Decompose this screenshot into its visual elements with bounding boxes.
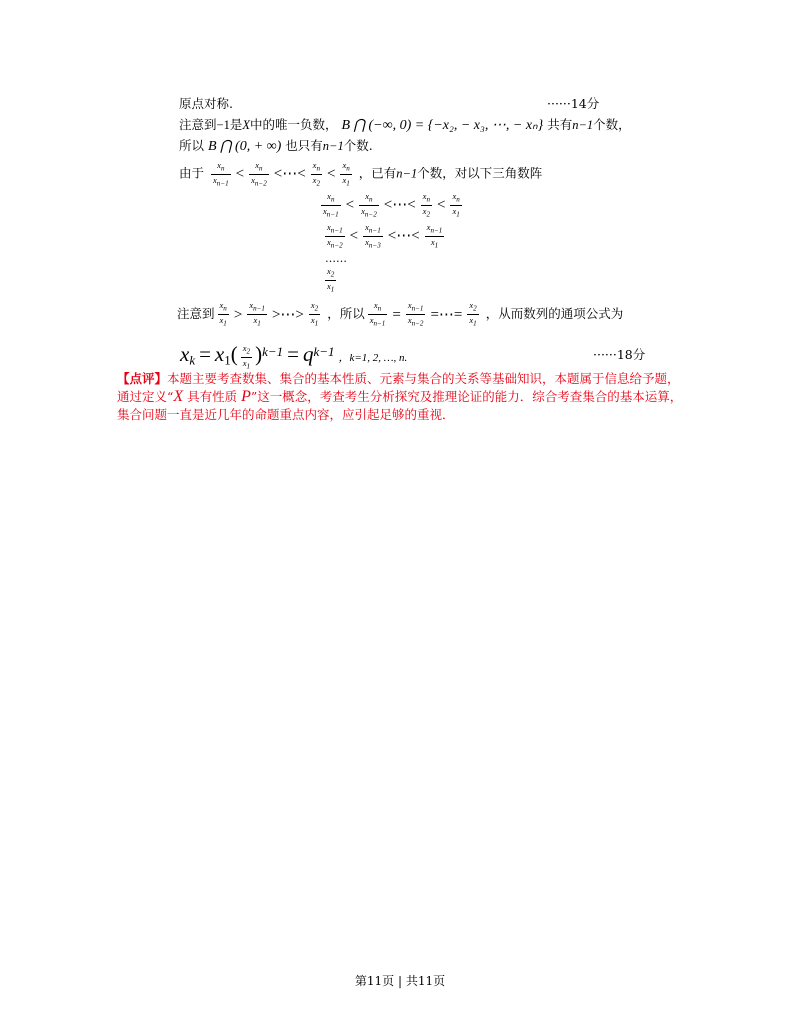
triangle-row-2: $\frac{x_{n-1}}{x_{n-2}}$ < $\frac{x_{n-1}}{x_{n-3}}$ <⋯< $\frac{x_{n-1}}{x_1}$ — [327, 222, 443, 250]
text-line-9: 注意到 $\frac{x_n}{x_1}$ > $\frac{x_{n-1}}{x_1}$ >⋯> $\frac{x_2}{x_1}$ ，所以 $\frac{x_n}{x_{n-1}}$ = $\frac{x_{n-1}}{x_{n-2}}$ =⋯= $\frac{x_2}{x_1}$ ，从而数列的通项公式为 — [177, 300, 624, 328]
l3-a: 所以 — [179, 138, 205, 153]
l9-f6: $\frac{x_2}{x_1}$ — [469, 300, 477, 328]
l9-b: ，所以 — [327, 306, 365, 321]
l2-math: B ⋂ (−∞, 0) = {−x₂, − x₃, ⋯, − xₙ} — [341, 118, 544, 133]
score-18-text: ······18分 — [593, 347, 646, 362]
comment-block — [117, 370, 687, 424]
l9-f1: $\frac{x_n}{x_1}$ — [219, 300, 227, 328]
t1-f1: $\frac{x_n}{x_{n-1}}$ — [323, 191, 339, 219]
l4-d: 个数，对以下三角数阵 — [417, 165, 543, 181]
score-14-text: ······14分 — [547, 96, 600, 111]
f-x1: x — [214, 342, 225, 367]
f-q: q — [302, 342, 314, 367]
f-exp2: k−1 — [313, 344, 335, 359]
text-line-1 — [179, 96, 233, 112]
l4-c: n−1 — [396, 166, 418, 181]
l4-b: ，已有 — [358, 165, 397, 181]
text-line-2 — [179, 117, 631, 134]
t3-f1: $\frac{x_2}{x_1}$ — [327, 266, 335, 294]
footer-text: 第11页 | 共11页 — [354, 974, 446, 988]
f-sub1: 1 — [224, 352, 231, 368]
ellipsis-text: …… — [325, 252, 347, 265]
page-footer — [0, 972, 800, 989]
t2-f3: $\frac{x_{n-1}}{x_1}$ — [426, 222, 443, 250]
score-14 — [547, 96, 599, 112]
score-18 — [593, 347, 645, 363]
f-exp1: k−1 — [262, 344, 284, 359]
l2-b: −1 — [216, 118, 230, 132]
t2-f1: $\frac{x_{n-1}}{x_{n-2}}$ — [327, 222, 343, 250]
l2-g: n−1 — [572, 118, 594, 132]
l9-c: ，从而数列的通项公式为 — [485, 306, 624, 321]
f-eq1: = — [199, 342, 211, 367]
l3-c: n−1 — [322, 139, 344, 153]
l2-f: 共有 — [547, 117, 573, 132]
comment-text-2: 具有性质 — [183, 389, 242, 404]
frac-xn-xn-1: $\frac{x_n}{x_{n-1}}$ — [213, 160, 229, 188]
f-sub-k: k — [189, 352, 196, 368]
l3-b: 也只有 — [285, 138, 323, 153]
line1-text: 原点对称. — [179, 96, 233, 111]
l9-f2: $\frac{x_{n-1}}{x_1}$ — [249, 300, 265, 328]
t1-f4: $\frac{x_n}{x_1}$ — [452, 191, 460, 219]
f-frac: $\frac{x_2}{x_1}$ — [242, 343, 251, 371]
l2-d: X — [242, 118, 250, 132]
comment-label: 【点评】 — [117, 371, 168, 386]
frac-xn-x1: $\frac{x_n}{x_1}$ — [342, 160, 350, 188]
f-eq2: = — [287, 342, 299, 367]
l9-a: 注意到 — [177, 306, 215, 321]
f-lhs: x — [180, 342, 190, 367]
triangle-row-last — [322, 266, 339, 294]
text-line-3 — [179, 138, 373, 155]
l9-f4: $\frac{x_n}{x_{n-1}}$ — [369, 300, 386, 328]
general-term-formula: $x_k = x_1$( $\frac{x_2}{x_1}$ )$^{k-1} = q^{k-1}$ ，k=1, 2, …, n. — [180, 342, 408, 371]
l3-d: 个数. — [343, 138, 373, 153]
l9-f3: $\frac{x_2}{x_1}$ — [310, 300, 319, 328]
t2-f2: $\frac{x_{n-1}}{x_{n-3}}$ — [365, 222, 381, 250]
l4-a: 由于 — [179, 165, 205, 181]
l2-h: 个数， — [593, 117, 631, 132]
t1-f2: $\frac{x_n}{x_{n-2}}$ — [361, 191, 377, 219]
triangle-row-1: $\frac{x_n}{x_{n-1}}$ < $\frac{x_n}{x_{n-2}}$ <⋯< $\frac{x_n}{x_2}$ < $\frac{x_n}{x_1}$ — [323, 191, 460, 219]
comment-text-3: ”这一概念，考查考生分析探究及推理论证的能力．综合考查集合的基本运算，集合问题一直是近几年的命题重点内容，应引起足够的重视． — [117, 389, 683, 422]
frac-xn-xn-2: $\frac{x_n}{x_{n-2}}$ — [251, 160, 267, 188]
f-range: ，k=1, 2, …, n. — [338, 352, 408, 365]
comment-text-1: 本题主要考查数集、集合的基本性质、元素与集合的关系等基础知识，本题属于信息给予题，通过定义“ — [117, 371, 680, 404]
comment-p: P — [241, 388, 251, 405]
t1-f3: $\frac{x_n}{x_2}$ — [422, 191, 430, 219]
comment-x: X — [173, 388, 184, 405]
frac-xn-x2: $\frac{x_n}{x_2}$ — [312, 160, 320, 188]
l9-f5: $\frac{x_{n-1}}{x_{n-2}}$ — [407, 300, 424, 328]
triangle-ellipsis — [325, 251, 347, 267]
l2-c: 是 — [229, 117, 243, 132]
text-line-4: 由于 $\frac{x_n}{x_{n-1}}$ < $\frac{x_n}{x_{n-2}}$ <⋯< $\frac{x_n}{x_2}$ < $\frac{x_n}{x_1}$ ，已有n−1个数，对以下三角数阵 — [179, 160, 543, 188]
l2-e: 中的唯一负数， — [249, 117, 338, 132]
l2-a: 注意到 — [179, 117, 217, 132]
l3-math: B ⋂ (0, + ∞) — [208, 139, 282, 154]
